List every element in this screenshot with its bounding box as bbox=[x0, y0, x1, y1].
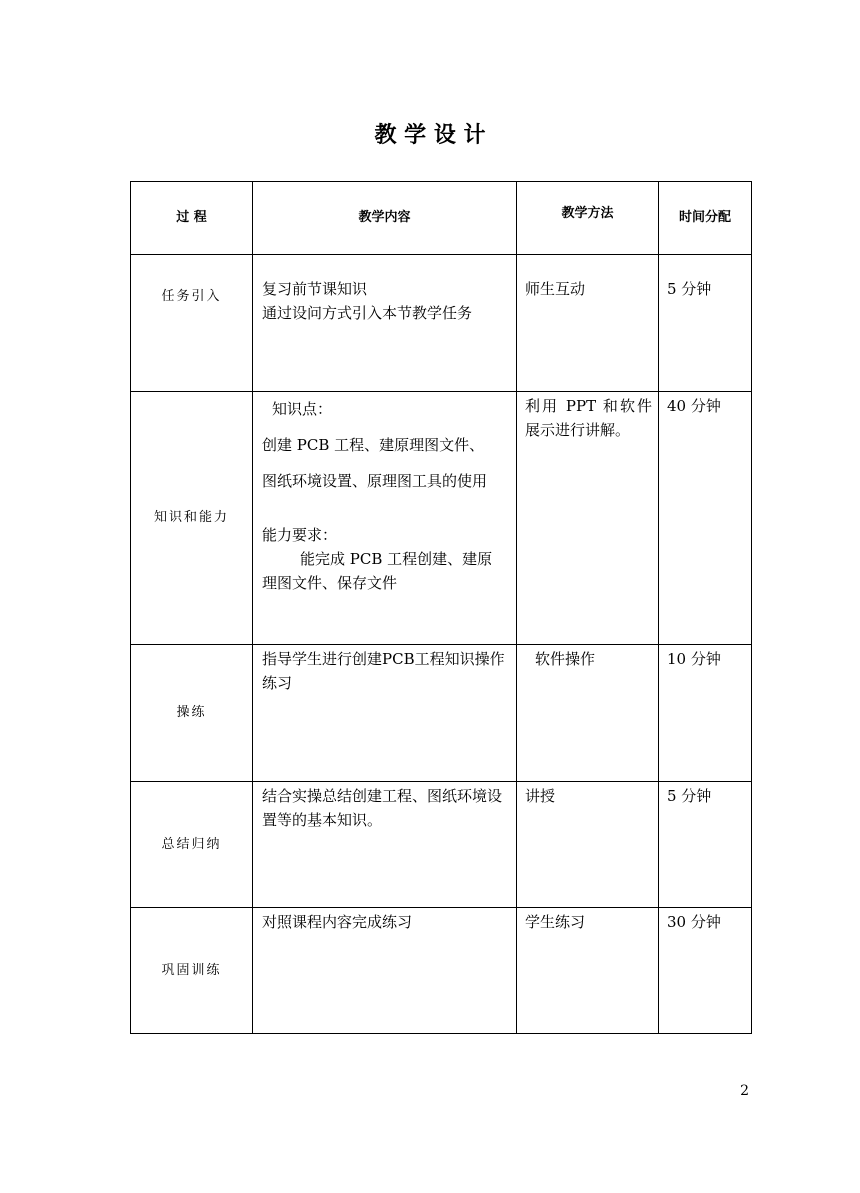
time-cell: 30 分钟 bbox=[659, 908, 752, 1034]
content-line: 图纸环境设置、原理图工具的使用 bbox=[262, 472, 488, 490]
table-row bbox=[131, 255, 752, 392]
process-cell: 任务引入 bbox=[131, 255, 253, 392]
table-row bbox=[131, 908, 752, 1034]
content-line: 创建 PCB 工程、建原理图文件、 bbox=[262, 436, 485, 454]
header-process: 过 程 bbox=[131, 182, 253, 255]
content-line: 知识点： bbox=[272, 400, 333, 418]
content-line: 能力要求： bbox=[262, 526, 338, 544]
content-cell bbox=[253, 255, 517, 392]
page-title: 教 学 设 计 bbox=[374, 123, 486, 148]
teaching-design-table bbox=[130, 181, 752, 1034]
process-cell: 知识和能力 bbox=[131, 392, 253, 645]
header-time: 时间分配 bbox=[659, 182, 752, 255]
table-row bbox=[131, 645, 752, 782]
page-number: 2 bbox=[740, 1083, 749, 1099]
content-cell: 结合实操总结创建工程、图纸环境设置等的基本知识。 bbox=[253, 782, 517, 908]
process-cell: 操练 bbox=[131, 645, 253, 782]
content-line: 能完成 PCB 工程创建、建原 bbox=[300, 550, 493, 568]
process-cell: 巩固训练 bbox=[131, 908, 253, 1034]
header-content: 教学内容 bbox=[253, 182, 517, 255]
time-cell: 40 分钟 bbox=[659, 392, 752, 645]
content-cell: 对照课程内容完成练习 bbox=[253, 908, 517, 1034]
method-cell: 讲授 bbox=[517, 782, 659, 908]
method-cell: 利用 PPT 和软件展示进行讲解。 bbox=[517, 392, 659, 645]
table-row bbox=[131, 782, 752, 908]
method-cell: 师生互动 bbox=[517, 255, 659, 392]
time-cell: 10 分钟 bbox=[659, 645, 752, 782]
time-cell: 5 分钟 bbox=[659, 255, 752, 392]
time-cell: 5 分钟 bbox=[659, 782, 752, 908]
method-cell: 学生练习 bbox=[517, 908, 659, 1034]
table-row bbox=[131, 392, 752, 645]
method-cell: 软件操作 bbox=[517, 645, 659, 782]
content-cell: 指导学生进行创建PCB工程知识操作练习 bbox=[253, 645, 517, 782]
content-cell bbox=[253, 392, 517, 645]
content-line: 通过设问方式引入本节教学任务 bbox=[262, 304, 473, 322]
header-method: 教学方法 bbox=[517, 182, 659, 255]
process-cell: 总结归纳 bbox=[131, 782, 253, 908]
content-line: 理图文件、保存文件 bbox=[262, 574, 398, 592]
content-line: 复习前节课知识 bbox=[262, 280, 368, 298]
header-row bbox=[131, 182, 752, 255]
